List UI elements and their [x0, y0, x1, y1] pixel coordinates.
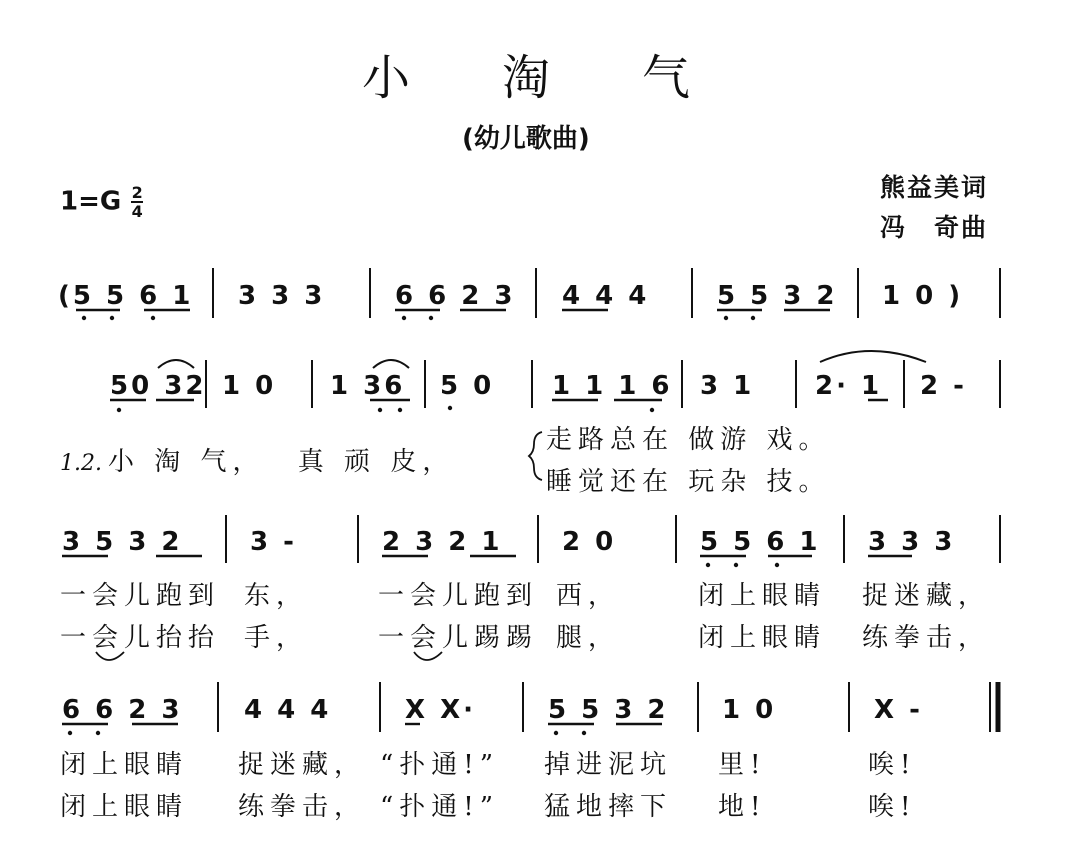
lyric-3a-6: 捉迷藏，: [862, 581, 991, 611]
lyric-3b-2: 手，: [244, 623, 309, 653]
lyric-4a-6: 唉!: [868, 750, 917, 780]
measure-4-5: 1 0: [722, 695, 777, 725]
time-bottom: 4: [131, 202, 143, 221]
lyric-4b-4: 猛地摔下: [544, 792, 673, 822]
measure-3-5: 5 5 6 1: [700, 527, 821, 557]
octave-dot: [554, 731, 558, 735]
measure-2-1: 50 32: [110, 371, 207, 401]
measure-4-1: 6 6 2 3: [62, 695, 183, 725]
measure-1-2: 3 3 3: [238, 281, 326, 311]
octave-dot: [117, 408, 121, 412]
measure-1-4: 4 4 4: [562, 281, 650, 311]
lyric-4a-2: 捉迷藏，: [238, 750, 367, 780]
lyric-3b-4: 腿，: [556, 623, 621, 653]
lyric-3b-6: 练拳击，: [862, 623, 991, 653]
lyricist-credit: 熊益美词: [880, 173, 989, 202]
lyric-line-start: 小 淘 气， 真 顽 皮，: [108, 447, 455, 477]
lyric-verse-1: 走路总在 做游 戏。: [546, 425, 831, 455]
composer-credit: 冯 奇曲: [880, 213, 989, 242]
slur: [96, 652, 124, 660]
measure-2-3: 1 36: [330, 371, 406, 401]
measure-2-2: 1 0: [222, 371, 277, 401]
measure-3-4: 2 0: [562, 527, 617, 557]
lyric-4b-1: 闭上眼睛: [60, 792, 189, 822]
octave-dot: [378, 408, 382, 412]
octave-dot: [82, 316, 86, 320]
staff-row-1: [58, 268, 1000, 320]
lyric-3a-5: 闭上眼睛: [698, 581, 827, 611]
lyric-3a-4: 西，: [556, 581, 621, 611]
measure-2-8: 2 -: [920, 371, 967, 401]
measure-1-3: 6 6 2 3: [395, 281, 516, 311]
measure-3-6: 3 3 3: [868, 527, 956, 557]
lyrics-row-4: [60, 750, 916, 822]
measure-3-1: 3 5 3 2: [62, 527, 183, 557]
octave-dot: [110, 316, 114, 320]
lyric-4b-2: 练拳击，: [238, 792, 367, 822]
lyric-4a-3: “扑通!”: [380, 750, 500, 780]
measure-2-6: 3 1: [700, 371, 755, 401]
measure-1-5: 5 5 3 2: [717, 281, 838, 311]
slur: [414, 652, 442, 660]
octave-dot: [448, 406, 452, 410]
song-subtitle: (幼儿歌曲): [462, 124, 590, 154]
octave-dot: [582, 731, 586, 735]
octave-dot: [429, 316, 433, 320]
lyric-4a-1: 闭上眼睛: [60, 750, 189, 780]
measure-4-3: X X·: [405, 695, 477, 725]
staff-row-2: [110, 351, 1000, 412]
measure-3-2: 3 -: [250, 527, 297, 557]
verse-brace: [529, 432, 542, 480]
lyric-4b-6: 唉!: [868, 792, 917, 822]
octave-dot: [402, 316, 406, 320]
measure-4-4: 5 5 3 2: [548, 695, 669, 725]
octave-dot: [96, 731, 100, 735]
lyric-3b-1: 一会儿抬抬: [60, 623, 221, 653]
octave-dot: [751, 316, 755, 320]
octave-dot: [398, 408, 402, 412]
lyric-3a-2: 东，: [244, 581, 309, 611]
measure-1-6: 1 0 ): [882, 281, 964, 311]
tie: [820, 351, 926, 362]
lyric-verse-2: 睡觉还在 玩杂 技。: [546, 467, 831, 497]
lyrics-row-3: [60, 581, 990, 660]
slur: [158, 360, 194, 368]
time-top: 2: [131, 183, 143, 202]
measure-2-5: 1 1 1 6: [552, 371, 673, 401]
octave-dot: [650, 408, 654, 412]
lyric-3a-3: 一会儿跑到: [378, 581, 539, 611]
lyrics-row-2: [60, 425, 831, 497]
octave-dot: [724, 316, 728, 320]
lyric-4a-5: 里!: [718, 750, 767, 780]
song-title: 小淘气: [362, 50, 783, 106]
octave-dot: [775, 563, 779, 567]
slur: [373, 360, 409, 368]
lyric-3a-1: 一会儿跑到: [60, 581, 221, 611]
lyric-3b-3: 一会儿踢踢: [378, 623, 539, 653]
measure-3-3: 2 3 2 1: [382, 527, 503, 557]
octave-dot: [734, 563, 738, 567]
lyric-4b-3: “扑通!”: [380, 792, 500, 822]
measure-4-6: X -: [874, 695, 923, 725]
staff-row-3: [62, 515, 1000, 567]
staff-row-4: [62, 682, 998, 735]
octave-dot: [706, 563, 710, 567]
measure-1-1: (5 5 6 1: [58, 281, 194, 311]
lyric-3b-5: 闭上眼睛: [698, 623, 827, 653]
verse-number: 1.2.: [60, 451, 102, 476]
octave-dot: [151, 316, 155, 320]
octave-dot: [68, 731, 72, 735]
key-text: 1=G: [60, 186, 122, 217]
lyric-4b-5: 地!: [718, 792, 767, 822]
measure-4-2: 4 4 4: [244, 695, 332, 725]
lyric-4a-4: 掉进泥坑: [544, 750, 673, 780]
measure-2-4: 5 0: [440, 371, 495, 401]
measure-2-7: 2· 1: [815, 371, 883, 401]
